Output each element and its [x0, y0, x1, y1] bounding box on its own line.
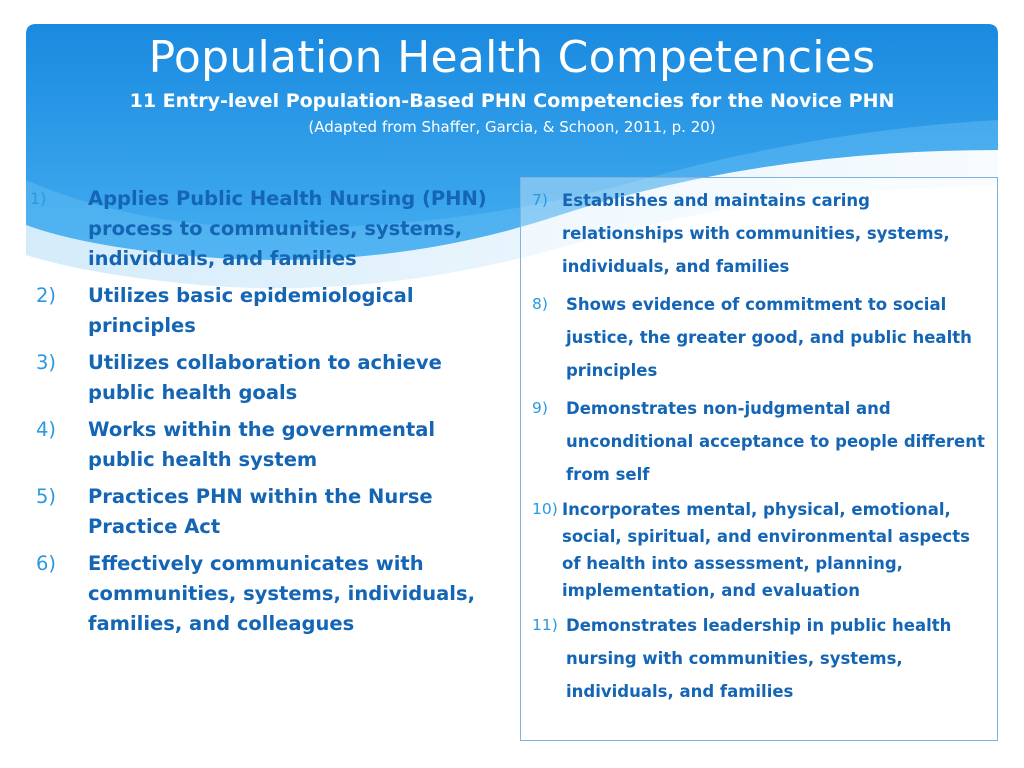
item-text: Demonstrates leadership in public health nursing with communities, systems, individuals, and families — [566, 616, 952, 701]
right-competency-list — [532, 184, 992, 713]
item-text: Incorporates mental, physical, emotional, social, spiritual, and environmental aspects of health into assessment, planning, implementation, and evaluation — [562, 500, 970, 600]
list-item — [532, 496, 992, 604]
list-item — [30, 482, 500, 542]
slide-source-citation: (Adapted from Shaffer, Garcia, & Schoon, 2011, p. 20) — [308, 118, 716, 136]
list-item — [532, 609, 992, 708]
slide-title: Population Health Competencies — [148, 32, 876, 83]
item-text: Establishes and maintains caring relationships with communities, systems, individuals, and families — [562, 191, 950, 276]
item-number: 6) — [36, 552, 57, 575]
list-item — [30, 549, 500, 639]
item-text: Applies Public Health Nursing (PHN) process to communities, systems, individuals, and families — [88, 187, 487, 270]
item-number: 10) — [532, 500, 558, 518]
item-number: 3) — [36, 351, 57, 374]
item-number: 9) — [532, 399, 548, 417]
item-text: Utilizes collaboration to achieve public health goals — [88, 351, 442, 404]
list-item — [532, 392, 992, 491]
list-item — [532, 288, 992, 387]
item-number: 11) — [532, 616, 558, 634]
item-number: 1) — [30, 189, 47, 208]
slide-subtitle: 11 Entry-level Population-Based PHN Competencies for the Novice PHN — [129, 90, 895, 112]
title-block — [26, 24, 998, 138]
list-item — [30, 281, 500, 341]
item-number: 5) — [36, 485, 57, 508]
item-text: Works within the governmental public health system — [88, 418, 436, 471]
item-number: 4) — [36, 418, 57, 441]
item-text: Demonstrates non-judgmental and unconditional acceptance to people different from self — [566, 399, 985, 484]
list-item — [532, 184, 992, 283]
item-number: 8) — [532, 295, 548, 313]
item-number: 2) — [36, 284, 57, 307]
item-text: Effectively communicates with communities, systems, individuals, families, and colleagues — [88, 552, 475, 635]
item-number: 7) — [532, 191, 548, 209]
list-item — [30, 348, 500, 408]
left-competency-list — [30, 184, 500, 646]
item-text: Shows evidence of commitment to social justice, the greater good, and public health principles — [566, 295, 972, 380]
item-text: Utilizes basic epidemiological principles — [88, 284, 414, 337]
item-text: Practices PHN within the Nurse Practice Act — [88, 485, 433, 538]
list-item — [30, 184, 500, 274]
list-item — [30, 415, 500, 475]
